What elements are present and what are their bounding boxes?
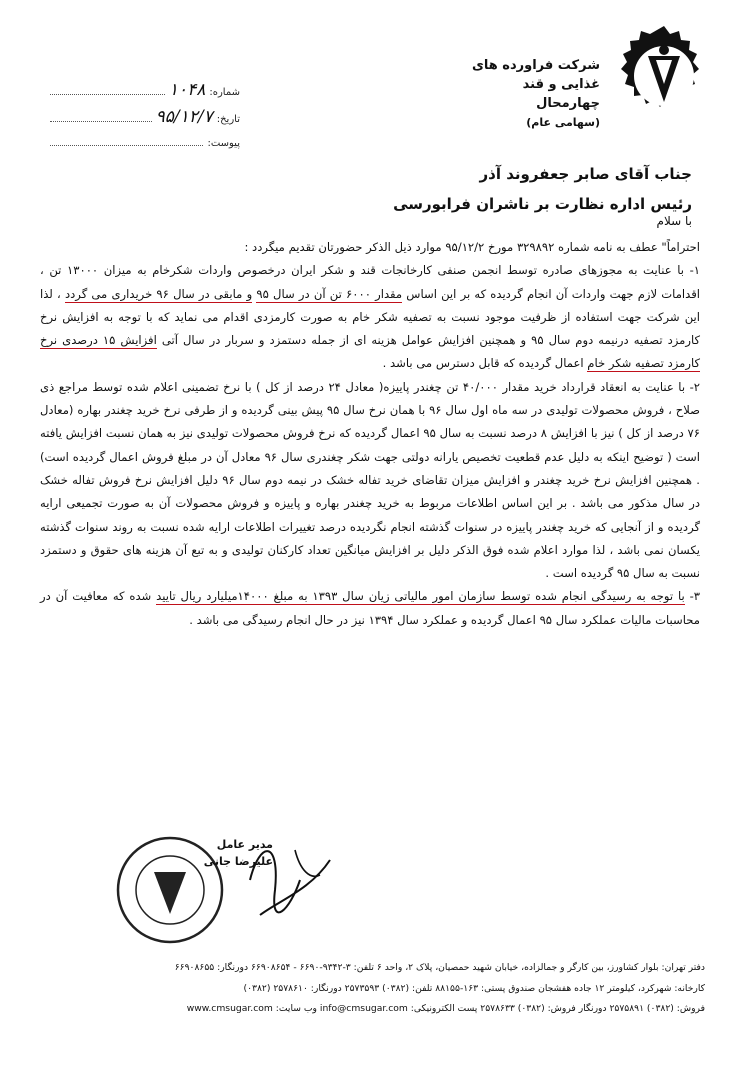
addressee-name: جناب آقای صابر جعفروند آذر	[479, 165, 692, 183]
p1-underlined-2: و مابقی در سال ۹۶ خریداری می گردد	[64, 286, 253, 301]
date-label: تاریخ:	[216, 114, 240, 125]
signer-role: مدیر عامل	[216, 838, 273, 851]
date-value: ۹۵/۱۲/۷	[155, 107, 213, 127]
footer-sales: فروش: (۰۳۸۲) ۲۵۷۵۸۹۱ دورنگار فروش: (۰۳۸۲) ۲۵۷۸۶۳۳ پست الکترونیکی: info@cmsugar.com وب سایت: www.cmsugar.com	[186, 1003, 705, 1014]
p1-text-a: ۱- با عنایت به مجوزهای صادره توسط انجمن صنفی کارخانجات قند و شکر ایران درخصوص واردات شکرخام به میزان ۱۳۰۰۰ تن ، اقدامات لازم جهت واردات آن انجام گردیده که بر این اساس	[40, 263, 701, 301]
p1-underlined-1: مقدار ۶۰۰۰ تن آن در سال ۹۵	[256, 286, 403, 301]
p3-text-b: شده که معافیت آن در محاسبات مالیات عملکرد سال ۹۵ اعمال گردیده و عملکرد سال ۱۳۹۴ نیز در حال انجام رسیدگی می باشد .	[40, 589, 700, 627]
signer-name: علیرضا جانی	[203, 855, 273, 868]
footer-tehran-office: دفتر تهران: بلوار کشاورز، بین کارگر و جمالزاده، خیابان شهید حمصیان، پلاک ۲، واحد ۶ تلفن: ۳-۹۳۴۲-۶۶۹۰ - ۶۶۹۰۸۶۵۴ دورنگار: ۶۶۹۰۸۶۵۵	[174, 962, 705, 973]
footer-factory: کارخانه: شهرکرد، کیلومتر ۱۲ جاده هفشجان صندوق پستی: ۱۶۳-۸۸۱۵۵ تلفن: (۰۳۸۲) ۲۵۷۳۵۹۳ دورنگار: ۲۵۷۸۶۱۰ (۰۳۸۲)	[243, 982, 705, 994]
number-row	[50, 78, 240, 105]
number-label: شماره:	[209, 87, 240, 98]
company-name	[440, 56, 600, 132]
attachment-row	[50, 132, 240, 156]
p1-text-c: اعمال گردیده که قابل دسترس می باشد .	[382, 356, 588, 371]
company-type: (سهامی عام)	[526, 116, 600, 129]
addressee-block	[40, 160, 692, 188]
greeting: با سلام	[656, 214, 692, 228]
company-name-line1: شرکت فراورده های	[471, 58, 600, 73]
letter-meta	[50, 78, 240, 156]
paragraph-3	[40, 585, 700, 632]
company-name-line2: غذایی و قند	[522, 77, 600, 92]
p1-text-b: ، لذا این شرکت جهت استفاده از ظرفیت موجود نسبت به تصفیه شکر خام به صورت کارمزدی اقدام می نماید که با توجه به افزایش نرخ کارمزد تصفیه درنیمه دوم سال ۹۵ و همچنین افزایش عوامل هزینه ای از جمله دستمزد و سربار در سال آتی	[40, 286, 701, 348]
paragraph-1	[40, 259, 700, 375]
date-row	[50, 105, 240, 132]
attachment-dots	[50, 135, 203, 146]
company-logo-icon	[608, 20, 720, 132]
letter-body	[40, 236, 700, 632]
p1-underlined-3: افزایش ۱۵ درصدی نرخ کارمزد تصفیه شکر خام	[40, 333, 700, 371]
p3-underlined: با توجه به رسیدگی انجام شده توسط سازمان امور مالیاتی زیان سال ۱۳۹۳ به مبلغ ۱۴۰۰۰میلیارد ریال تایید	[156, 589, 685, 604]
date-dots	[50, 111, 152, 122]
letter-footer	[40, 958, 705, 1020]
addressee-title: رئیس اداره نظارت بر ناشران فرابورسی	[393, 195, 692, 213]
number-dots	[50, 84, 165, 95]
attachment-label: پیوست:	[207, 138, 240, 149]
number-value: ۱۰۴۸	[168, 80, 206, 100]
p3-text-a: ۳-	[684, 589, 701, 604]
intro-paragraph: احتراماً" عطف به نامه شماره ۳۲۹۸۹۲ مورخ ۹۵/۱۲/۲ موارد ذیل الذکر حضورتان تقدیم میگردد :	[244, 240, 700, 254]
company-name-line3: چهارمحال	[536, 96, 600, 111]
signature-block	[183, 836, 273, 870]
paragraph-2: ۲- با عنایت به انعقاد قرارداد خرید مقدار ۴۰/۰۰۰ تن چغندر پاییزه( معادل ۲۴ درصد از کل ) با نرخ تضمینی اعلام شده توسط مراجع ذی صلاح ، فروش محصولات تولیدی در سه ماه اول سال ۹۶ با همان نرخ سال ۹۵ پیش بینی گردیده و از طرفی نرخ خرید چغندر بهاره (معادل ۷۶ درصد از کل ) نیز با افزایش ۸ درصد نسبت به سال ۹۵ اعمال گردیده که نرخ فروش محصولات تولیدی نیز به همان نسبت افزایش یافته است ( توضیح اینکه به دلیل عدم قطعیت تخصیص یارانه دولتی جهت شکر چغندری سال ۹۶ معادل آن در مبلغ فروش اعمال گردیده است) . همچنین افزایش نرخ خرید چغندر و افزایش میزان تقاضای خرید تفاله خشک در نیمه دوم سال ۹۶ دلیل افزایش نرخ فروش تفاله خشک در سال مذکور می باشد . بر این اساس اطلاعات مربوط به خرید چغندر بهاره و پاییزه و فروش محصولات آن به صورت تجمیعی ارایه گردیده و از آنجایی که خرید چغندر پاییزه در سنوات گذشته انجام نگردیده درصد تغییرات اطلاعات ارایه شده نسبت به روند سنوات گذشته یکسان نمی باشد ، لذا موارد اعلام شده فوق الذکر دلیل بر افزایش میانگین تعداد کارکنان تولیدی و به تبع آن هزینه های حقوق و دستمزد نسبت به سال ۹۵ گردیده است .	[40, 379, 701, 581]
